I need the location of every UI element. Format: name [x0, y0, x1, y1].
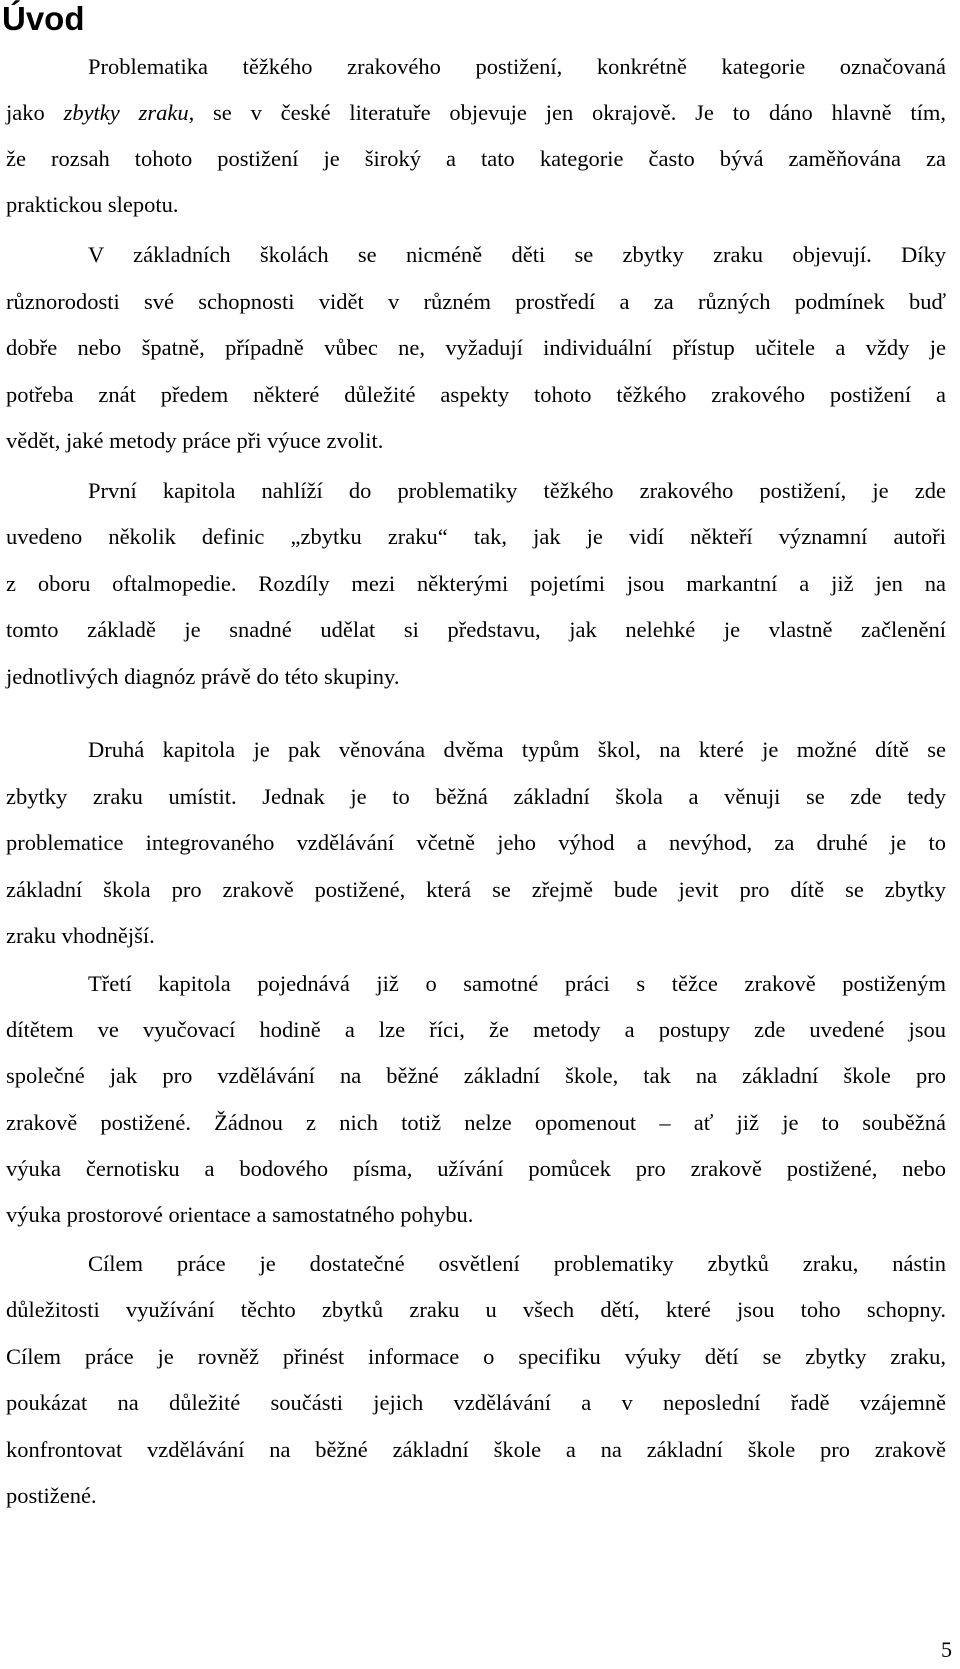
paragraph-line: jednotlivých diagnóz právě do této skupiny. [6, 663, 400, 689]
paragraph-line: Třetí kapitola pojednává již o samotné práci s těžce zrakově postiženým [88, 971, 946, 996]
paragraph-1 [6, 44, 946, 228]
paragraph-line: Problematika těžkého zrakového postižení, konkrétně kategorie označovaná [88, 54, 946, 79]
paragraph-line: že rozsah tohoto postižení je široký a tato kategorie často bývá zaměňována za [6, 146, 946, 171]
paragraph-line: potřeba znát předem některé důležité aspekty tohoto těžkého zrakového postižení a [6, 381, 946, 407]
paragraph-line: různorodosti své schopnosti vidět v různém prostředí a za různých podmínek buď [6, 288, 946, 314]
paragraph-6 [6, 1241, 946, 1519]
paragraph-line: základní škola pro zrakově postižené, která se zřejmě bude jevit pro dítě se zbytky [6, 876, 946, 902]
paragraph-line: zrakově postižené. Žádnou z nich totiž nelze opomenout – ať již je to souběžná [6, 1109, 946, 1135]
paragraph-line: zbytky zraku umístit. Jednak je to běžná základní škola a věnuji se zde tedy [6, 783, 946, 809]
paragraph-line: uvedeno několik definic „zbytku zraku“ tak, jak je vidí někteří významní autoři [6, 524, 946, 550]
paragraph-line: Cílem práce je dostatečné osvětlení problematiky zbytků zraku, nástin [88, 1251, 946, 1276]
paragraph-line: z oboru oftalmopedie. Rozdíly mezi některými pojetími jsou markantní a již jen na [6, 570, 946, 596]
page-number: 5 [941, 1637, 952, 1662]
paragraph-2 [6, 232, 946, 465]
paragraph-3 [6, 468, 946, 700]
paragraph-5 [6, 961, 946, 1238]
paragraph-line: První kapitola nahlíží do problematiky těžkého zrakového postižení, je zde [88, 478, 946, 503]
paragraph-line: výuka prostorové orientace a samostatného pohybu. [6, 1202, 474, 1228]
text-segment: jako [6, 100, 64, 125]
paragraph-line: Cílem práce je rovněž přinést informace o specifiku výuky dětí se zbytky zraku, [6, 1343, 946, 1369]
paragraph-line: dobře nebo špatně, případně vůbec ne, vyžadují individuální přístup učitele a vždy je [6, 335, 946, 360]
paragraph-line: poukázat na důležité součásti jejich vzdělávání a v neposlední řadě vzájemně [6, 1390, 946, 1416]
paragraph-line: společné jak pro vzdělávání na běžné základní škole, tak na základní škole pro [6, 1063, 946, 1089]
paragraph-line: Druhá kapitola je pak věnována dvěma typům škol, na které je možné dítě se [88, 737, 946, 762]
paragraph-line: důležitosti využívání těchto zbytků zraku u všech dětí, které jsou toho schopny. [6, 1297, 946, 1323]
paragraph-line: V základních školách se nicméně děti se zbytky zraku objevují. Díky [88, 242, 946, 267]
paragraph-line: praktickou slepotu. [6, 192, 179, 217]
paragraph-line: postižené. [6, 1483, 97, 1509]
paragraph-line: dítětem ve vyučovací hodině a lze říci, že metody a postupy zde uvedené jsou [6, 1017, 946, 1043]
paragraph-line: vědět, jaké metody práce při výuce zvolit. [6, 428, 384, 453]
paragraph-4 [6, 727, 946, 960]
paragraph-line: výuka černotisku a bodového písma, užívání pomůcek pro zrakově postižené, nebo [6, 1155, 946, 1181]
paragraph-line: konfrontovat vzdělávání na běžné základní škole a na základní škole pro zrakově [6, 1436, 946, 1462]
section-heading: Úvod [2, 0, 85, 37]
paragraph-line: zraku vhodnější. [6, 923, 155, 948]
italic-term: zbytky zraku [63, 100, 189, 125]
text-segment: , se v české literatuře objevuje jen okrajově. Je to dáno hlavně tím, [188, 100, 946, 125]
paragraph-line-with-italic [6, 90, 946, 136]
paragraph-line: problematice integrovaného vzdělávání včetně jeho výhod a nevýhod, za druhé je to [6, 830, 946, 855]
paragraph-line: tomto základě je snadné udělat si představu, jak nelehké je vlastně začlenění [6, 617, 946, 643]
